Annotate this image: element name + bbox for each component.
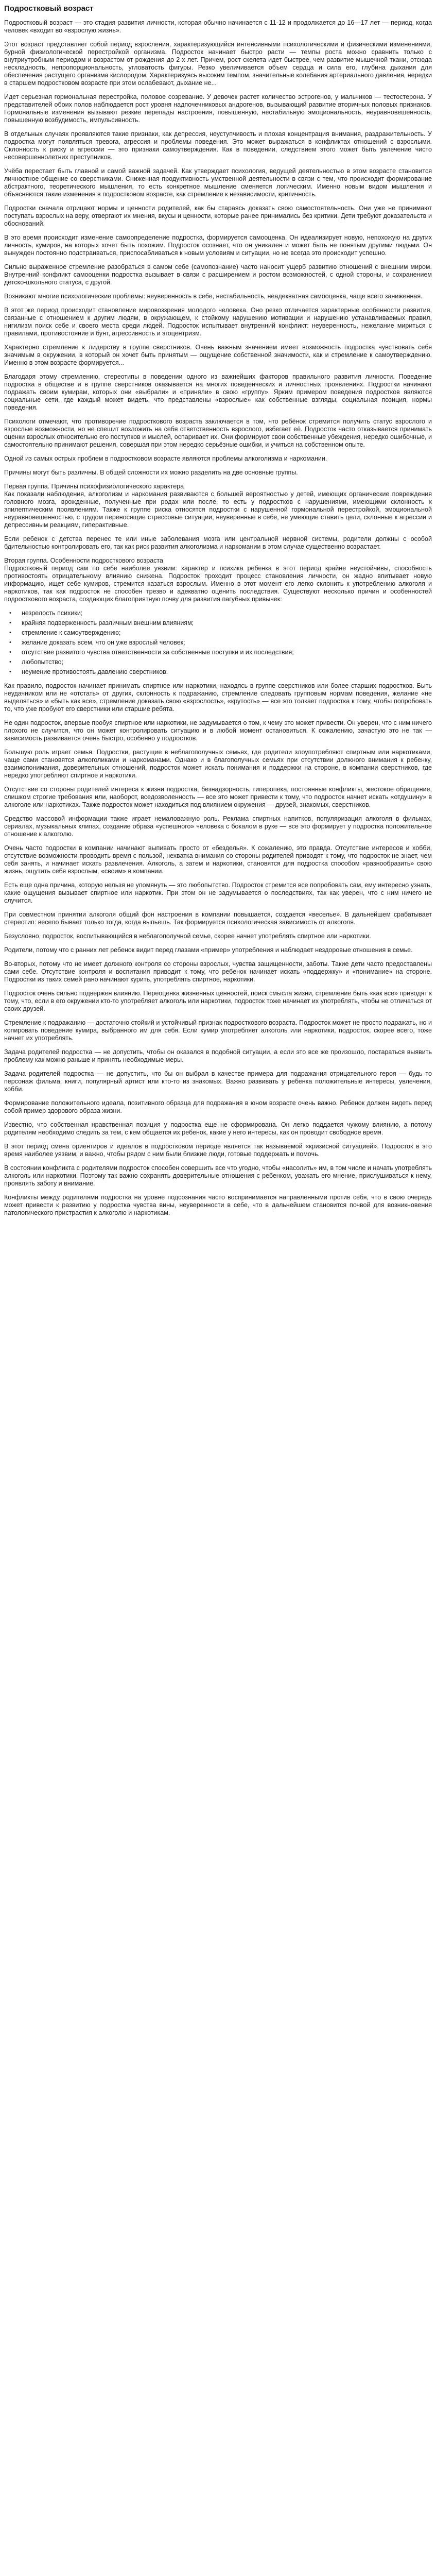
paragraph: Возникают многие психологические проблемы: неуверенность в себе, нестабильность, неадекватная самооценка, чаще всего заниженная. bbox=[4, 293, 423, 300]
paragraph: Подростки сначала отрицают нормы и ценности родителей, как бы стараясь доказать свою самостоятельность. Они уже не принимают поступать взрослых на веру, отвергают их мнения, вкусы и ценности, которые ранее принимались без критики. Дети требуют доказательств и обоснований. bbox=[4, 205, 432, 227]
list-item-text: крайняя подверженность различным внешним влияниям; bbox=[22, 619, 194, 626]
bullet-icon: • bbox=[9, 649, 11, 655]
paragraph: В это время происходит изменение самоопределение подростка, формируется самооценка. Он идеализирует новую, непохожую на других личность, кумиров, на которых хочет быть похожим. Подросток осознает, что он уникален и может быть не понятым другими людьми. Он вынужден постоянно подстраиваться, приспосабливаться к новым условиям и ситуации, но не всегда это происходит успешно. bbox=[4, 234, 432, 257]
paragraph: Подросток очень сильно подвержен влиянию. Переоценка жизненных ценностей, поиск смысла жизни, стремление быть «как все» приводят к тому, что, если в его окружении кто-то употребляет алкоголь или наркотики, подросток тоже начинает их употреблять, чтобы не отличаться от своих друзей. bbox=[4, 990, 432, 1012]
paragraph: При совместном принятии алкоголя общий фон настроения в компании повышается, создается «веселье». В дальнейшем срабатывает стереотип: весело бывает только тогда, когда выпьешь. Так формируется психологическая зависимость от алкоголя. bbox=[4, 911, 432, 926]
bullet-icon: • bbox=[9, 669, 11, 675]
paragraph: Конфликты между родителями подростка на уровне подсознания часто воспринимается направленными против себя, что в свою очередь может привести к развитию у подростка чувства вины, неуверенности в себе, что в дальнейшем становится почвой для возникновения патологического пристрастия к алкоголю и наркотикам. bbox=[4, 1194, 432, 1216]
list-item-text: стремление к самоутверждению; bbox=[22, 629, 121, 636]
list-item-text: незрелость психики; bbox=[22, 609, 83, 617]
bullet-icon: • bbox=[9, 620, 11, 626]
list-item bbox=[4, 629, 432, 637]
paragraph: Безусловно, подросток, воспитывающийся в неблагополучной семье, скорее начнет употреблять спиртное или наркотики. bbox=[4, 933, 371, 940]
paragraph: Психологи отмечают, что противоречие подросткового возраста заключается в том, что ребёнок стремится получить статус взрослого и взрослые возможности, но не спешит возложить на себя ответственность взрослого, избегает её. Подросток часто отказывается принимать оценки взрослых относительно его поступков и мыслей, оспаривает их. Они формируют свои собственные убеждения, нередко ошибочные, и самостоятельно принимают решения, совершая при этом нередко серьёзные ошибки, и учиться на собственном опыте. bbox=[4, 418, 432, 448]
paragraph: В этот период смена ориентиров и идеалов в подростковом периоде является так называемой «кризисной ситуацией». Подросток в это время наиболее уязвим, и важно, чтобы рядом с ним были близкие люди, готовые поддержать и помочь. bbox=[4, 1143, 432, 1158]
paragraph: Очень часто подростки в компании начинают выпивать просто от «безделья». К сожалению, это правда. Отсутствие интересов и хобби, отсутствие возможности проводить время с пользой, нехватка внимания со стороны родителей приводят к тому, что подросток не знает, чем себя занять, и начинает искать развлечения. Алкоголь, а затем и наркотики, становятся для подростка способом «разнообразить» свою жизнь, ощутить себя взрослым, «своим» в компании. bbox=[4, 844, 432, 875]
paragraph: Есть еще одна причина, которую нельзя не упомянуть — это любопытство. Подросток стремится все попробовать сам, ему интересно узнать, какие ощущения вызывает спиртное или наркотик. При этом он не задумывается о последствиях, так как уверен, что с ним ничего не случится. bbox=[4, 882, 432, 904]
list-item-text: желание доказать всем, что он уже взрослый человек; bbox=[22, 639, 185, 646]
paragraph: Стремление к подражанию — достаточно стойкий и устойчивый признак подросткового возраста. Подросток может не просто подражать, но и копировать поведение кумира, выбранного им для себя. Если кумир употребляет алкоголь или наркотики, подросток, скорее всего, тоже начнет их употреблять. bbox=[4, 1019, 432, 1042]
article-page bbox=[0, 0, 436, 1244]
paragraph: Идет серьезная гормональная перестройка, половое созревание. У девочек растет количество эстрогенов, у мальчиков — тестостерона. У представителей обоих полов наблюдается рост уровня надпочечниковых андрогенов, вызывающий развитие вторичных половых признаков. Гормональные изменения вызывают резкие перепады настроения, повышенную, нестабильную эмоциональность, неуравновешенность, повышенную возбудимость, импульсивность. bbox=[4, 93, 432, 124]
bullet-icon: • bbox=[9, 639, 11, 646]
paragraph: Во-вторых, потому что не имеет должного контроля со стороны взрослых, чувства защищенности, заботы. Такие дети часто предоставлены сами себе. Отсутствие контроля и воспитания приводит к тому, что ребенок начинает искать «поддержку» и «понимание» на стороне. Подростки из таких семей рано начинают курить, употреблять спиртное, наркотики. bbox=[4, 960, 432, 983]
paragraph: Учёба перестает быть главной и самой важной задачей. Как утверждает психология, ведущей деятельностью в этом возрасте становится личностное общение со сверстниками. Сниженная продуктивность умственной деятельности в связи с тем, что происходит формирование абстрактного, теоретического мышления, то есть конкретное мышление сменяется логическим. Именно новым видом мышления и объясняются такие изменения в подростковом возрасте, как стремление к независимости, критичность. bbox=[4, 167, 432, 198]
paragraph: Родители, потому что с ранних лет ребенок видит перед глазами «пример» употребления и наблюдает нездоровые отношения в семье. bbox=[4, 946, 413, 954]
paragraph: Характерно стремление к лидерству в группе сверстников. Очень важным значением имеет возможность подростка чувствовать себя значимым в окружении, в который он хочет быть принятым — ощущение собственной значимости, как и стремление к самоутверждению. Именно в этом возрасте формируется... bbox=[4, 344, 432, 366]
paragraph: Как показали наблюдения, алкоголизм и наркомания развиваются с большей вероятностью у детей, имеющих органические повреждения головного мозга, врожденные, полученные при родах или после, то есть у подростков с нарушениями, имеющими склонность к эпилептическим проявлениям. Также к группе риска относятся подростки с нарушенной гормональной перестройкой, эмоциональной неуравновешенностью, с трудом переносящие стрессовые ситуации, неуверенные в себе, не умеющие ставить цели, склонные к агрессии и депрессивным реакциям, гиперактивные. bbox=[4, 490, 432, 529]
paragraph: В состоянии конфликта с родителями подросток способен совершить все что угодно, чтобы «насолить» им, в том числе и начать употреблять алкоголь или наркотики. Поэтому так важно сохранять доверительные отношения с ребенком, уважать его мнение, прислушиваться к нему, проявлять заботу и внимание. bbox=[4, 1164, 432, 1187]
paragraph: Если ребенок с детства перенес те или иные заболевания мозга или центральной нервной системы, родители должны с особой бдительностью контролировать его, так как риск развития алкоголизма и наркомании в этом случае существенно возрастает. bbox=[4, 535, 432, 550]
bullet-icon: • bbox=[9, 659, 11, 665]
paragraph: Причины могут быть различны. В общей сложности их можно разделить на две основные группы. bbox=[4, 469, 298, 476]
paragraph: Не один подросток, впервые пробуя спиртное или наркотики, не задумывается о том, к чему это может привести. Он уверен, что с ним ничего плохого не случится, что он может контролировать ситуацию и в любой момент остановиться. К сожалению, зачастую это не так — зависимость развивается очень быстро, особенно у подростков. bbox=[4, 719, 432, 742]
paragraph: Как правило, подросток начинает принимать спиртное или наркотики, находясь в группе сверстников или более старших подростков. Быть неудачником или не «отстать» от других, склонность к подражанию, стремление следовать групповым нормам поведения, желание «не выделяться» и «быть как все», стремление доказать свою «взрослость», «крутость» — все это толкает подростка к тому, чтобы попробовать то, что уже пробуют его сверстники или старшие ребята. bbox=[4, 682, 432, 713]
paragraph: Благодаря этому стремлению, стереотипы в поведении одного из важнейших факторов правильного развития личности. Поведение подростка в обществе и в группе сверстников оказывается на многих поведенческих и личностных проявлениях. Подростки начинают подражать своим кумирам, которых они «выбрали» и «приняли» в свою «группу». Ярким примером поведения подростков являются социальные сети, где каждый может видеть, что представлены «взрослые» как собственные взгляды, социальная позиция, нормы поведения. bbox=[4, 373, 432, 411]
section-heading: Первая группа. Причины психофизиологического характера bbox=[4, 483, 184, 490]
bullet-icon: • bbox=[9, 610, 11, 616]
paragraph: Подростковый возраст — это стадия развития личности, которая обычно начинается с 11-12 и продолжается до 16—17 лет — период, когда человек «входит во «взрослую жизнь». bbox=[4, 19, 432, 34]
section-heading: Вторая группа. Особенности подросткового возраста bbox=[4, 557, 163, 564]
list-item bbox=[4, 619, 432, 627]
paragraph: В отдельных случаях проявляются такие признаки, как депрессия, неуступчивость и плохая концентрация внимания, раздражительность. У подростка могут появляться тревога, агрессия и проблемы поведения. Это может выражаться в конфликтах отношений с взрослыми. Склонность к риску и агрессии — это признаки самоутверждения. Как в поведении, следствием этого может быть увлечение чисто несовершеннолетних преступников. bbox=[4, 130, 432, 161]
paragraph: Сильно выраженное стремление разобраться в самом себе (самопознание) часто наносит ущерб развитию отношений с внешним миром. Внутренний конфликт самооценки подростка вызывает в связи с расширением и ростом возможностей, с одной стороны, и сохранением детско-школьного статуса, с другой. bbox=[4, 263, 432, 286]
paragraph: Отсутствие со стороны родителей интереса к жизни подростка, безнадзорность, гиперопека, постоянные конфликты, жестокое обращение, слишком строгие требования или, наоборот, вседозволенность — все это может привести к тому, что подросток начнет искать «отдушину» в алкоголе или наркотиках. Также подросток может находиться под влиянием окружения — друзей, знакомых, сверстников. bbox=[4, 786, 432, 808]
paragraph: Задача родителей подростка — не допустить, чтобы он оказался в подобной ситуации, а если это все же произошло, постараться выявить проблему как можно раньше и принять необходимые меры. bbox=[4, 1048, 432, 1063]
list-item bbox=[4, 639, 432, 647]
list-item-text: отсутствие развитого чувства ответственности за собственные поступки и их последствия; bbox=[22, 649, 294, 656]
list-item-text: неумение противостоять давлению сверстников. bbox=[22, 668, 168, 675]
paragraph: Задача родителей подростка — не допустить, что бы он выбрал в качестве примера для подражания отрицательного героя — будь то персонаж фильма, книги, популярный артист или кто-то из знакомых. Важно развивать у ребенка положительные интересы, увлечения, хобби. bbox=[4, 1070, 432, 1093]
paragraph: Формирование положительного идеала, позитивного образца для подражания в юном возрасте очень важно. Ребенок должен видеть перед собой пример здорового образа жизни. bbox=[4, 1099, 432, 1114]
list-item bbox=[4, 609, 432, 617]
list-item bbox=[4, 668, 432, 676]
paragraph: Известно, что собственная нравственная позиция у подростка еще не сформирована. Он легко поддается чужому влиянию, а потому родителям необходимо следить за тем, с кем общается их ребенок, какие у него интересы, как он проводит свободное время. bbox=[4, 1121, 432, 1136]
paragraph: Этот возраст представляет собой период взросления, характеризующийся интенсивными психологическими и физическими изменениями, бурной физиологической перестройкой организма. Подросток начинает быстро расти — темпы роста можно сравнить только с внутриутробным периодом и возрастом от рождения до 2-х лет. Причем, рост скелета идет быстрее, чем развитие мышечной ткани, отсюда нескладность, непропорциональность, угловатость фигуры. Резко увеличивается объем сердца и сила его, глубина дыхания для обеспечения растущего организма кислородом. Характеризуясь высоким темпом, значительные колебания артериального давления, нередки в старшем подростковом возрасте при этом ослабевают, дыхание не... bbox=[4, 41, 432, 87]
list-item-text: любопытство; bbox=[22, 658, 64, 666]
paragraph: Большую роль играет семья. Подростки, растущие в неблагополучных семьях, где родители злоупотребляют спиртным или наркотиками, чаще сами становятся алкоголиками и наркоманами. Однако и в благополучных семьях при отсутствии должного внимания к ребенку, взаимопонимания, доверительных отношений, подросток может искать понимания и поддержки на стороне, в компании сверстников, где нередко употребляют спиртное и наркотики. bbox=[4, 749, 432, 779]
bullet-icon: • bbox=[9, 630, 11, 636]
paragraph: Одной из самых острых проблем в подростковом возрасте являются проблемы алкоголизма и наркомании. bbox=[4, 455, 327, 462]
article-body bbox=[4, 19, 432, 1217]
paragraph: Подростковый период сам по себе наиболее уязвим: характер и психика ребенка в этот период крайне неустойчивы, способность противостоять отрицательному влиянию снижена. Подросток проходит процесс становления личности, он жадно впитывает новую информацию, ищет себе кумиров, стремится казаться взрослым. Именно в этот момент его легко склонить к употреблению алкоголя и наркотиков, так как подросток не способен трезво и адекватно оценить последствия. Существуют несколько причин и особенностей подросткового возраста, создающих благоприятную почву для развития пагубных привычек: bbox=[4, 565, 432, 603]
list-item bbox=[4, 649, 432, 656]
page-title: Подростковый возраст bbox=[4, 4, 94, 13]
paragraph: В этот же период происходит становление мировоззрения молодого человека. Оно резко отличается характерные особенности развития, связанные с отношением к другим людям, в окружающем, к стойкому нарушению мотивации и нарушению устанавливаемых правил, нигилизм поиск себе и своего места среди людей. Подросток испытывает внутренний конфликт: неуверенность, нежелание мириться с правилами, противостояние и бунт, агрессивность и эгоцентризм. bbox=[4, 307, 432, 337]
list-item bbox=[4, 658, 432, 666]
paragraph: Средство массовой информации также играет немаловажную роль. Реклама спиртных напитков, популяризация алкоголя в фильмах, сериалах, музыкальных клипах, создание образа «успешного» человека с бокалом в руке — все это формирует у подростка положительное отношение к алкоголю. bbox=[4, 815, 432, 838]
bullet-list bbox=[4, 609, 432, 676]
